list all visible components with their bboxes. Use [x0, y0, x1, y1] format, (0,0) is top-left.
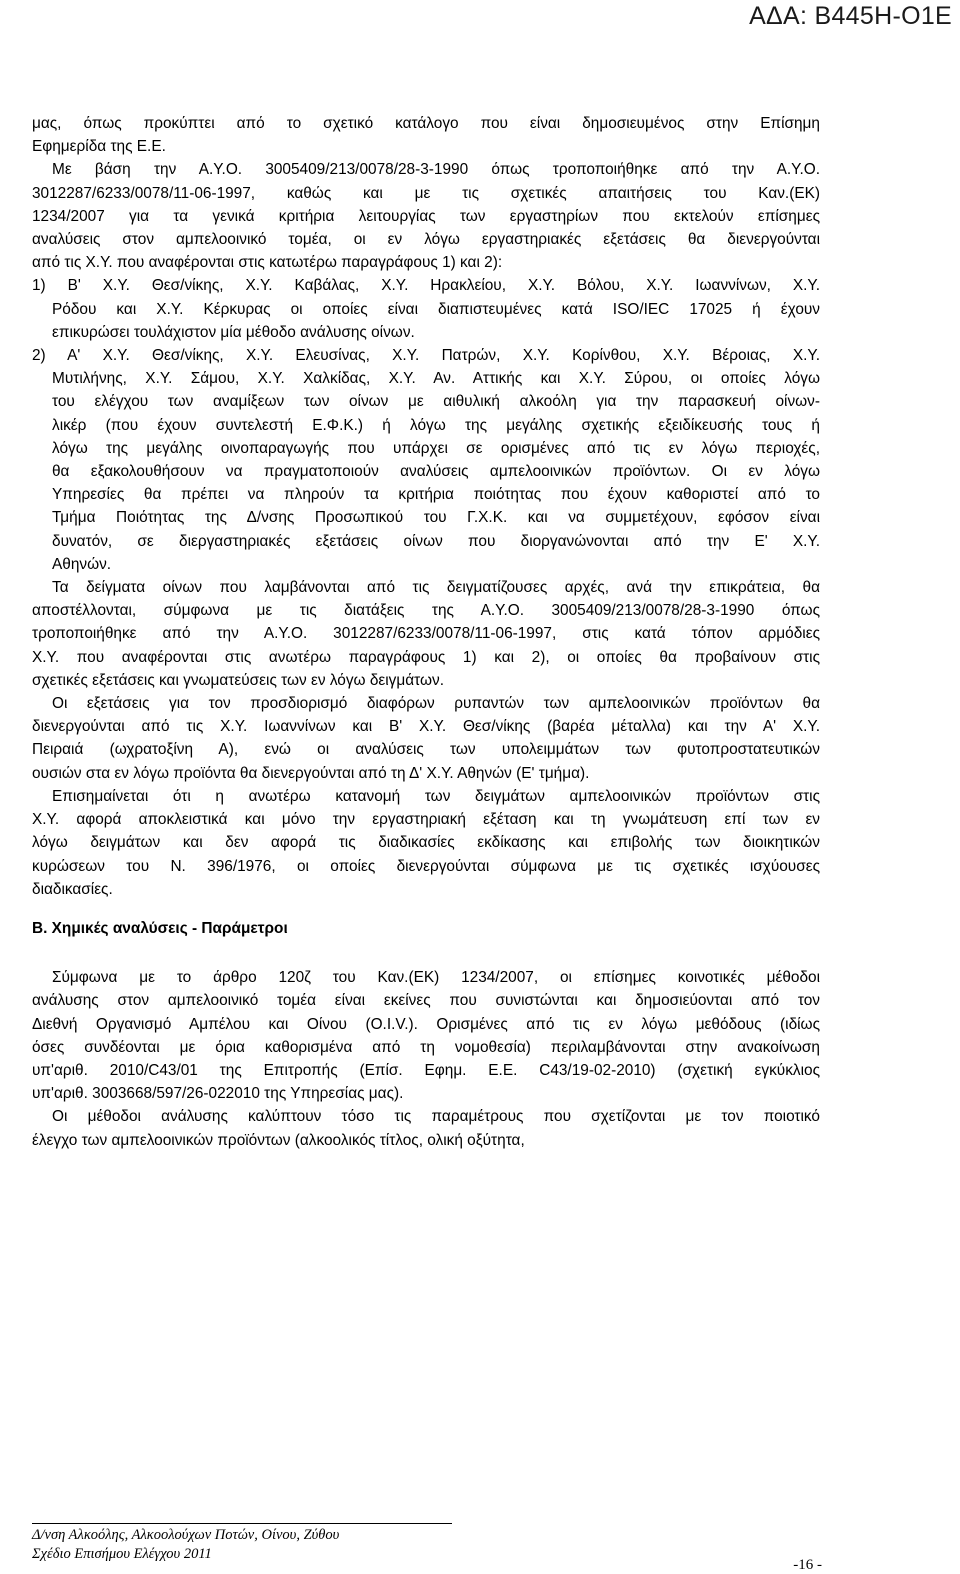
text-line: Εφημερίδα της Ε.Ε. — [32, 138, 166, 156]
text-line: Οι εξετάσεις για τον προσδιορισμό διαφόρων ρυπαντών των αμπελοοινικών προϊόντων θα — [52, 695, 820, 713]
text-line: θα εξακολουθήσουν να πραγματοποιούν αναλύσεις αμπελοοινικών προϊόντων. Οι εν λόγω — [52, 463, 820, 481]
text-line: Πειραιά (ωχρατοξίνη Α), ενώ οι αναλύσεις των υπολειμμάτων των φυτοπροστατευτικών — [32, 741, 820, 759]
paragraph-block-2 — [32, 966, 820, 1152]
text-line: λόγω της μεγάλης οινοπαραγωγής που υπάρχει σε ορισμένες από τις εν λόγω περιοχές, — [52, 439, 820, 457]
text-line: 1234/2007 για τα γενικά κριτήρια λειτουργίας των εργαστηρίων που εκτελούν επίσημες — [32, 207, 820, 225]
text-line: αναλύσεις στον αμπελοοινικό τομέα, οι εν λόγω εργαστηριακές εξετάσεις θα διενεργούνται — [32, 231, 820, 249]
text-line: Σύμφωνα με το άρθρο 120ζ του Καν.(ΕΚ) 1234/2007, οι επίσημες κοινοτικές μέθοδοι — [52, 969, 820, 987]
text-line: αποστέλλονται, σύμφωνα με τις διατάξεις της Α.Υ.Ο. 3005409/213/0078/28-3-1990 όπως — [32, 602, 820, 620]
text-line: από τις Χ.Υ. που αναφέρονται στις κατωτέρω παραγράφους 1) και 2): — [32, 254, 503, 272]
text-line: Χ.Υ. που αναφέρονται στις ανωτέρω παραγράφους 1) και 2), οι οποίες θα προβαίνουν στις — [32, 648, 820, 666]
text-line: Επισημαίνεται ότι η ανωτέρω κατανομή των δειγμάτων αμπελοοινικών προϊόντων στις — [52, 787, 820, 805]
text-line: λικέρ (που έχουν συντελεστή Ε.Φ.Κ.) ή λόγω της μεγάλης σχετικής εξειδίκευσής τους ή — [52, 416, 820, 434]
text-line: Μυτιλήνης, Χ.Υ. Σάμου, Χ.Υ. Χαλκίδας, Χ.Υ. Αν. Αττικής και Χ.Υ. Σύρου, οι οποίες λόγω — [52, 370, 820, 388]
page-number: -16 - — [793, 1557, 822, 1573]
page-footer — [32, 1523, 822, 1573]
text-line: ανάλυσης στον αμπελοοινικό τομέα είναι εκείνες που συνιστώνται και δημοσιεύονται από τον — [32, 992, 820, 1010]
document-body — [32, 112, 820, 1152]
section-heading: Β. Χημικές αναλύσεις - Παράμετροι — [32, 919, 288, 937]
text-line: υπ'αριθ. 2010/C43/01 της Επιτροπής (Επίσ. Εφημ. Ε.Ε. C43/19-02-2010) (σχετική εγκύκλιος — [32, 1061, 820, 1079]
text-line: Αθηνών. — [52, 555, 112, 573]
text-line: Διεθνή Οργανισμό Αμπέλου και Οίνου (Ο.Ι.V.). Ορισμένες από τις εν λόγω μεθόδους (ιδίως — [32, 1015, 820, 1033]
text-line: κυρώσεων του Ν. 396/1976, οι οποίες διενεργούνται σύμφωνα με τις σχετικές ισχύουσες — [32, 857, 820, 875]
text-line: Ρόδου και Χ.Υ. Κέρκυρας οι οποίες είναι διαπιστευμένες κατά ISO/IEC 17025 ή έχουν — [52, 300, 820, 318]
text-line: επικυρώσει τουλάχιστον μία μέθοδο ανάλυσης οίνων. — [52, 323, 415, 341]
text-line: Χ.Υ. αφορά αποκλειστικά και μόνο την εργαστηριακή εξέταση και τη γνωμάτευση επί των εν — [32, 811, 820, 829]
text-line: 1) Β' Χ.Υ. Θεσ/νίκης, Χ.Υ. Καβάλας, Χ.Υ. Ηρακλείου, Χ.Υ. Βόλου, Χ.Υ. Ιωαννίνων, Χ.Υ. — [32, 277, 820, 295]
ada-code: ΑΔΑ: Β445Η-Ο1Ε — [749, 2, 952, 30]
text-line: έλεγχο των αμπελοοινικών προϊόντων (αλκοολικός τίτλος, ολική οξύτητα, — [32, 1131, 525, 1149]
text-line: τροποποιήθηκε από την Α.Υ.Ο. 3012287/6233/0078/11-06-1997, στις κατά τόπον αρμόδιες — [32, 625, 820, 643]
text-line: διενεργούνται από τις Χ.Υ. Ιωαννίνων και Β' Χ.Υ. Θεσ/νίκης (βαρέα μέταλλα) και την Α' Χ.Υ. — [32, 718, 820, 736]
text-line: Υπηρεσίες θα πρέπει να πληρούν τα κριτήρια ποιότητας που έχουν καθοριστεί από το — [52, 486, 820, 504]
paragraph-block-1 — [32, 112, 820, 901]
text-line: λόγω δειγμάτων και δεν αφορά τις διαδικασίες εκδίκασης και επιβολής των διοικητικών — [32, 834, 820, 852]
text-line: ουσιών στα εν λόγω προϊόντα θα διενεργούνται από τη Δ' Χ.Υ. Αθηνών (Ε' τμήμα). — [32, 764, 590, 782]
text-line: διαδικασίες. — [32, 880, 113, 898]
text-line: 2) Α' Χ.Υ. Θεσ/νίκης, Χ.Υ. Ελευσίνας, Χ.Υ. Πατρών, Χ.Υ. Κορίνθου, Χ.Υ. Βέροιας, Χ.Υ. — [32, 347, 820, 365]
text-line: μας, όπως προκύπτει από το σχετικό κατάλογο που είναι δημοσιευμένος στην Επίσημη — [32, 115, 820, 132]
text-line: 3012287/6233/0078/11-06-1997, καθώς και με τις σχετικές απαιτήσεις του Καν.(ΕΚ) — [32, 184, 820, 202]
text-line: Με βάση την Α.Υ.Ο. 3005409/213/0078/28-3-1990 όπως τροποποιήθηκε από την Α.Υ.Ο. — [52, 161, 820, 179]
text-line: Τα δείγματα οίνων που λαμβάνονται από τις δειγματίζουσες αρχές, ανά την επικράτεια, θα — [52, 579, 820, 597]
text-line: Τμήμα Ποιότητας της Δ/νσης Προσωπικού του Γ.Χ.Κ. και να συμμετέχουν, εφόσον είναι — [52, 509, 820, 527]
text-line: όσες συνδέονται με όρια καθορισμένα από τη νομοθεσία) περιλαμβάνονται στην ανακοίνωση — [32, 1038, 820, 1056]
footer-rule — [32, 1523, 452, 1524]
footer-plan-title: Σχέδιο Επισήμου Ελέγχου 2011 — [32, 1546, 212, 1562]
footer-department: Δ/νση Αλκοόλης, Αλκοολούχων Ποτών, Οίνου, Ζύθου — [32, 1527, 340, 1543]
text-line: Οι μέθοδοι ανάλυσης καλύπτουν τόσο τις παραμέτρους που σχετίζονται με τον ποιοτικό — [52, 1108, 820, 1126]
text-line: σχετικές εξετάσεις και γνωματεύσεις των εν λόγω δειγμάτων. — [32, 671, 444, 689]
text-line: δυνατόν, σε διεργαστηριακές εξετάσεις οίνων που διοργανώνονται από την Ε' Χ.Υ. — [52, 532, 820, 550]
text-line: του ελέγχου των αναμίξεων των οίνων με αιθυλική αλκοόλη για την παρασκευή οίνων- — [52, 393, 820, 411]
text-line: υπ'αριθ. 3003668/597/26-022010 της Υπηρεσίας μας). — [32, 1085, 404, 1103]
